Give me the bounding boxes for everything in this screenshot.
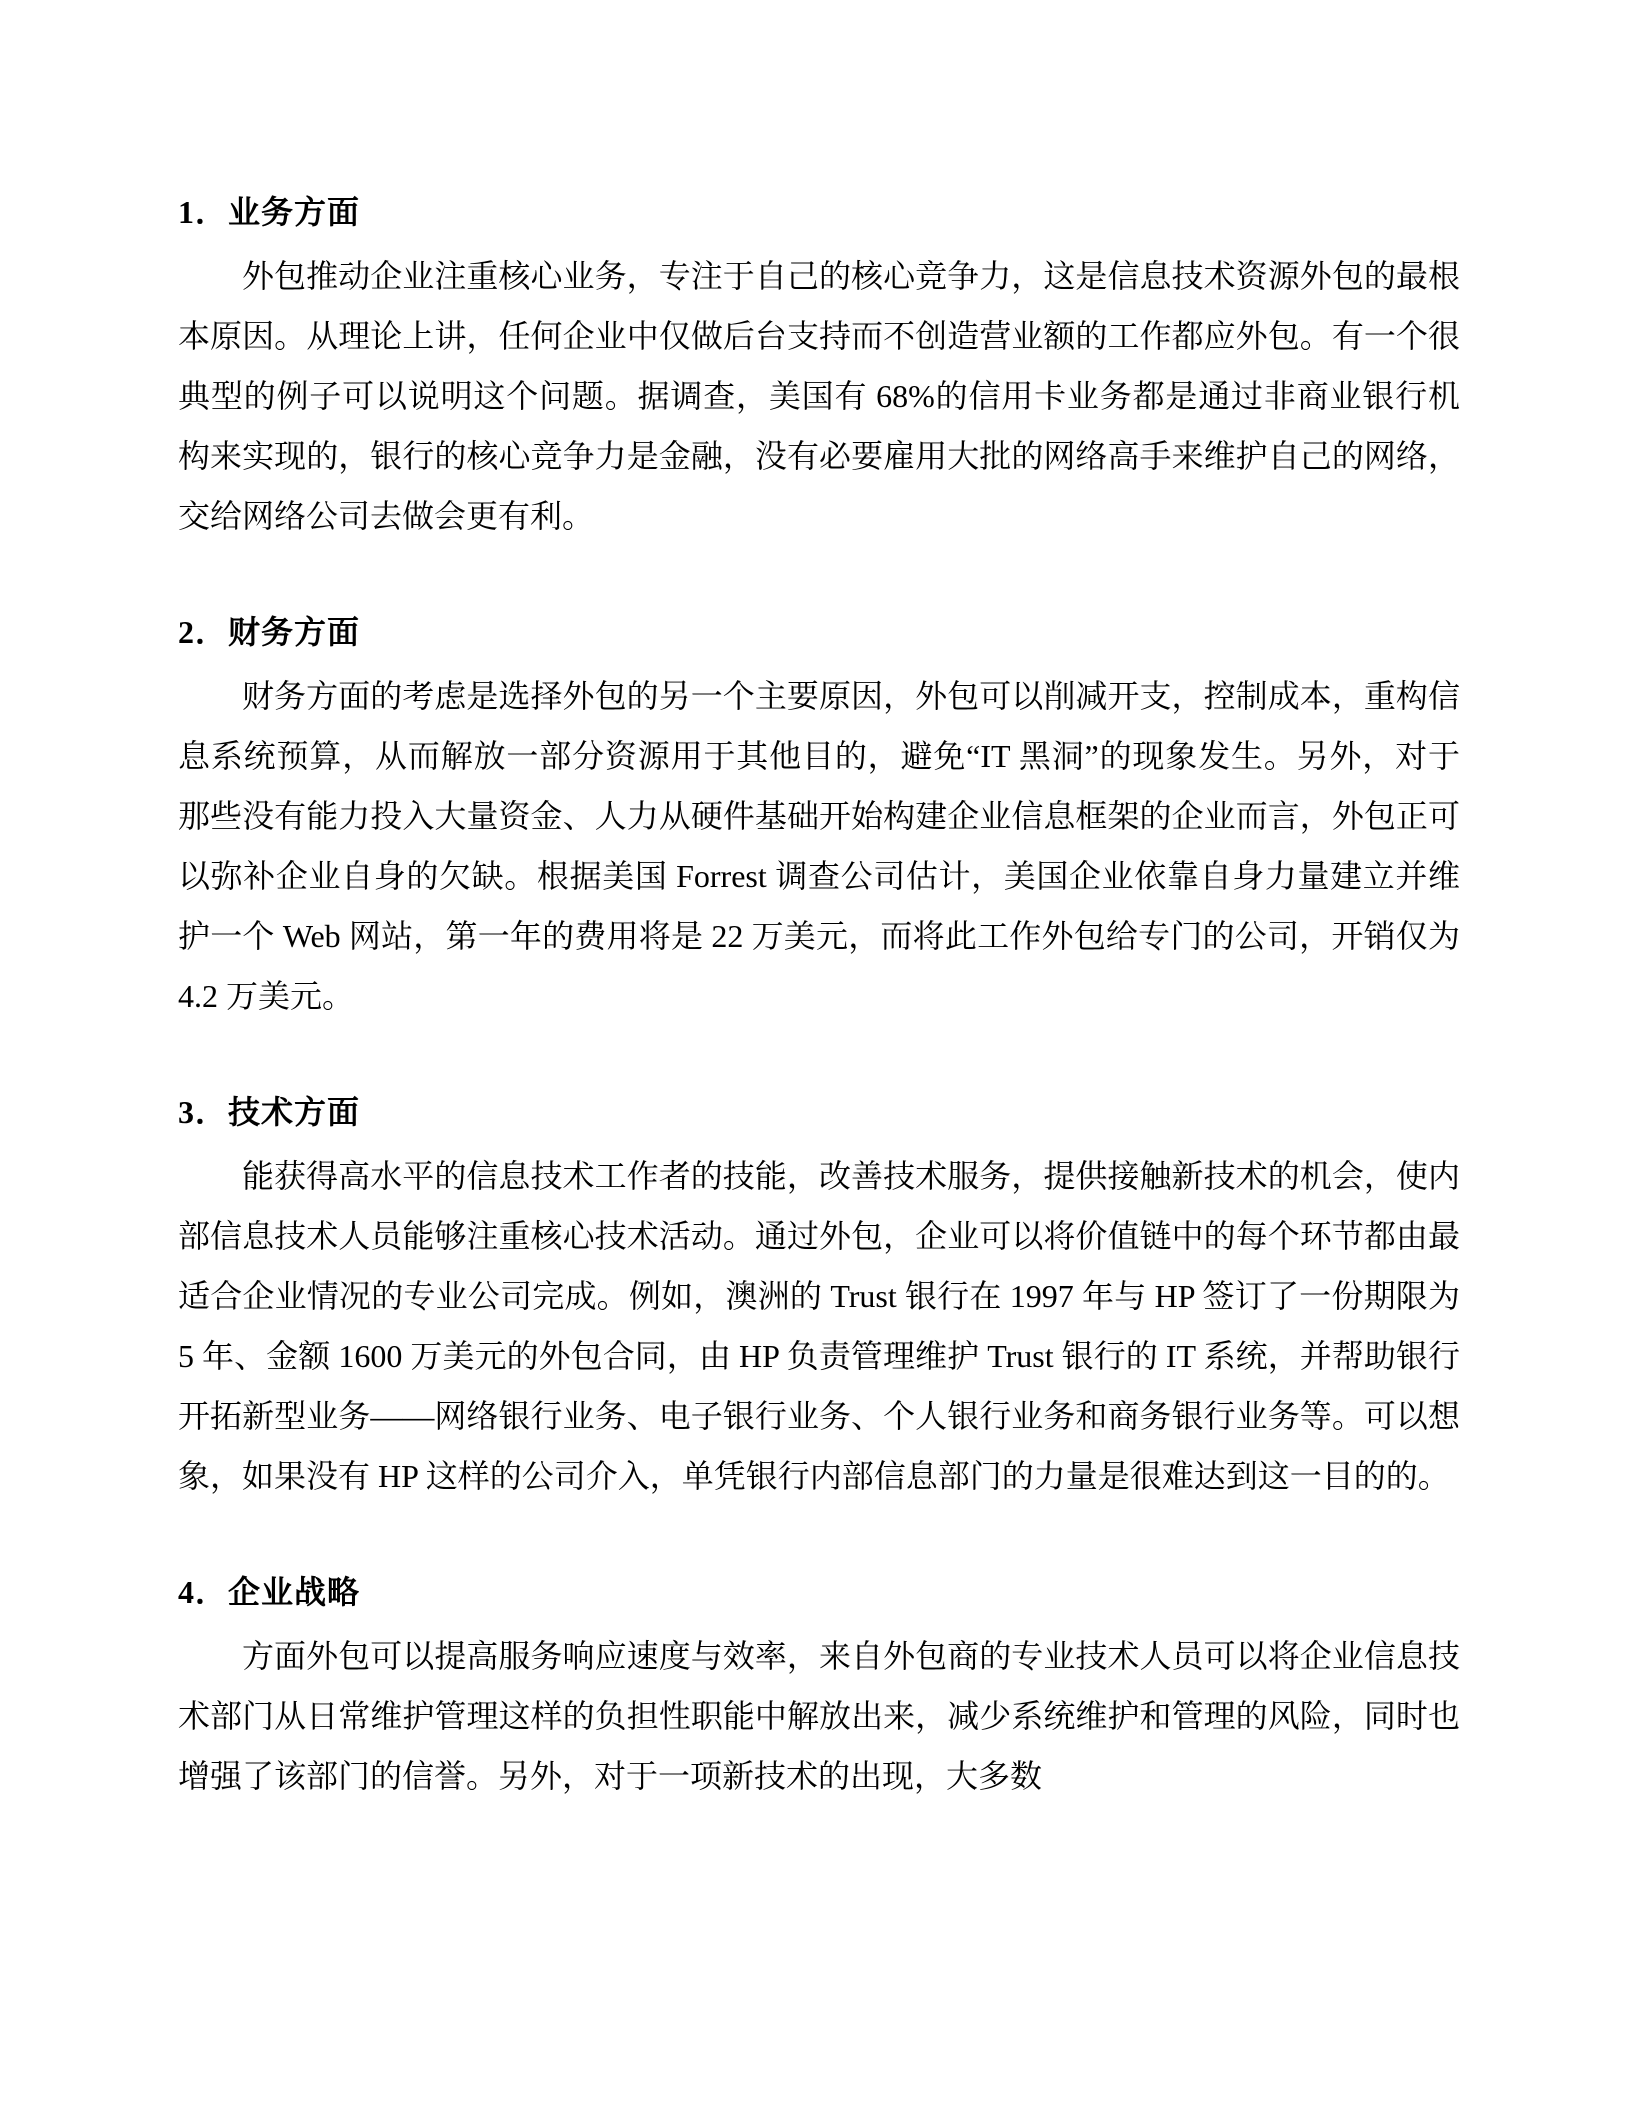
section-strategy	[178, 1562, 1460, 1806]
section-finance	[178, 602, 1460, 1026]
section-strategy-paragraph: 方面外包可以提高服务响应速度与效率，来自外包商的专业技术人员可以将企业信息技术部门从日常维护管理这样的负担性职能中解放出来，减少系统维护和管理的风险，同时也增强了该部门的信誉。另外，对于一项新技术的出现，大多数	[178, 1638, 1460, 1794]
section-strategy-heading: 4．企业战略	[178, 1574, 361, 1610]
section-technology-paragraph: 能获得高水平的信息技术工作者的技能，改善技术服务，提供接触新技术的机会，使内部信息技术人员能够注重核心技术活动。通过外包，企业可以将价值链中的每个环节都由最适合企业情况的专业公司完成。例如，澳洲的 Trust 银行在 1997 年与 HP 签订了一份期限为 5 年、金额 1600 万美元的外包合同，由 HP 负责管理维护 Trust 银行的 IT 系统，并帮助银行开拓新型业务——网络银行业务、电子银行业务、个人银行业务和商务银行业务等。可以想象，如果没有 HP 这样的公司介入，单凭银行内部信息部门的力量是很难达到这一目的的。	[178, 1158, 1460, 1494]
section-business-heading: 1．业务方面	[178, 194, 361, 230]
section-technology	[178, 1082, 1460, 1506]
section-technology-heading: 3．技术方面	[178, 1094, 361, 1130]
section-finance-heading: 2．财务方面	[178, 614, 361, 650]
section-business-paragraph: 外包推动企业注重核心业务，专注于自己的核心竞争力，这是信息技术资源外包的最根本原因。从理论上讲，任何企业中仅做后台支持而不创造营业额的工作都应外包。有一个很典型的例子可以说明这个问题。据调查，美国有 68%的信用卡业务都是通过非商业银行机构来实现的，银行的核心竞争力是金融，没有必要雇用大批的网络高手来维护自己的网络，交给网络公司去做会更有利。	[178, 258, 1460, 534]
section-business	[178, 182, 1460, 546]
section-finance-paragraph: 财务方面的考虑是选择外包的另一个主要原因，外包可以削减开支，控制成本，重构信息系统预算，从而解放一部分资源用于其他目的，避免“IT 黑洞”的现象发生。另外，对于那些没有能力投入大量资金、人力从硬件基础开始构建企业信息框架的企业而言，外包正可以弥补企业自身的欠缺。根据美国 Forrest 调查公司估计，美国企业依靠自身力量建立并维护一个 Web 网站，第一年的费用将是 22 万美元，而将此工作外包给专门的公司，开销仅为 4.2 万美元。	[178, 678, 1460, 1014]
